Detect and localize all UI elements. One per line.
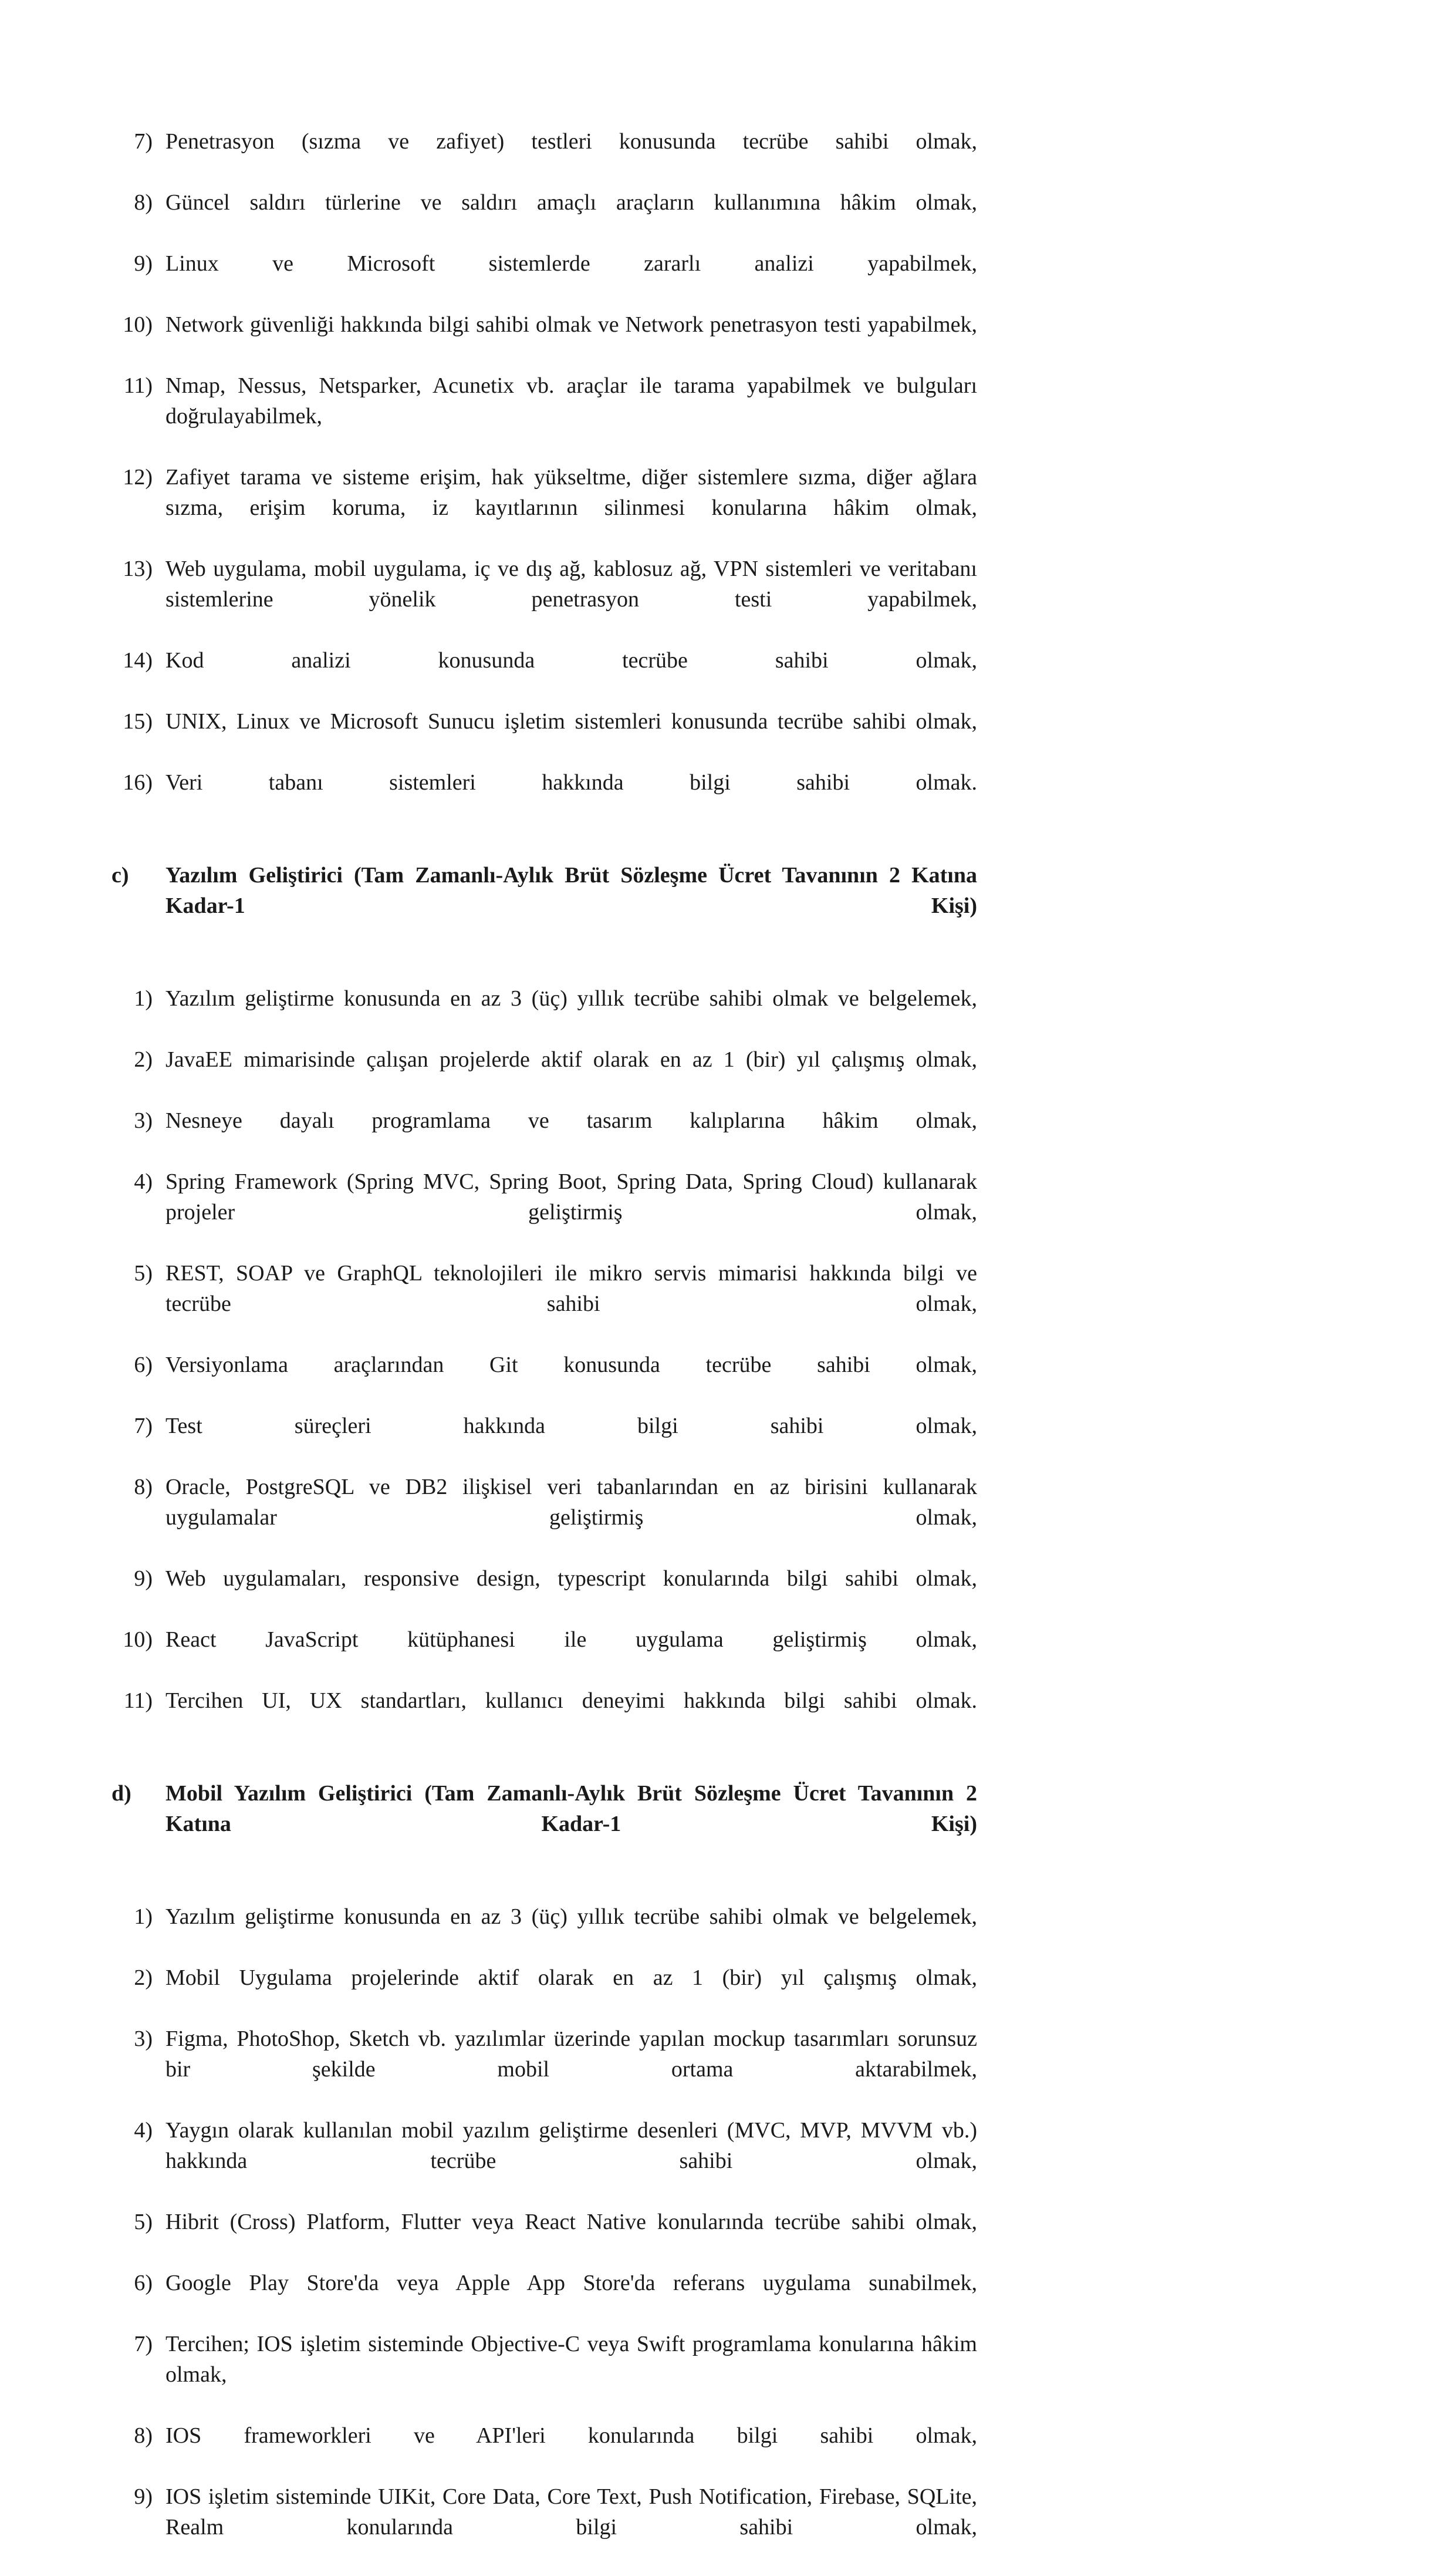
section-heading-marker: d) [112, 1781, 131, 1806]
section-spacer [112, 1746, 977, 1778]
list-item-marker: 7) [134, 2332, 153, 2356]
requirements-list [112, 126, 977, 828]
list-item-text: Yaygın olarak kullanılan mobil yazılım geliştirme desenleri (MVC, MVP, MVVM vb.) hakkında tecrübe sahibi olmak, [165, 2118, 977, 2173]
list-item [112, 2024, 977, 2115]
list-item [112, 248, 977, 309]
list-item [112, 309, 977, 370]
section-spacer [112, 1870, 977, 1901]
list-item-marker: 7) [134, 129, 153, 154]
list-item-text: Network güvenliği hakkında bilgi sahibi olmak ve Network penetrasyon testi yapabilmek, [165, 312, 977, 337]
document-content [112, 126, 977, 2573]
list-item-text: Yazılım geliştirme konusunda en az 3 (üç) yıllık tecrübe sahibi olmak ve belgelemek, [165, 986, 977, 1011]
list-item-text: Versiyonlama araçlarından Git konusunda tecrübe sahibi olmak, [165, 1353, 977, 1377]
list-item [112, 1166, 977, 1258]
list-item-marker: 8) [134, 2423, 153, 2448]
list-item [112, 126, 977, 187]
list-item [112, 1685, 977, 1746]
list-item-marker: 10) [123, 1627, 153, 1652]
list-item-marker: 1) [134, 986, 153, 1011]
list-item [112, 1624, 977, 1685]
list-item-text: Nesneye dayalı programlama ve tasarım kalıplarına hâkim olmak, [165, 1108, 977, 1133]
list-item [112, 2268, 977, 2329]
list-item-text: Linux ve Microsoft sistemlerde zararlı analizi yapabilmek, [165, 251, 977, 276]
section-heading-marker: c) [112, 863, 129, 888]
list-item-marker: 3) [134, 2026, 153, 2051]
list-item-marker: 9) [134, 2484, 153, 2509]
list-item [112, 1350, 977, 1411]
list-item-text: UNIX, Linux ve Microsoft Sunucu işletim sistemleri konusunda tecrübe sahibi olmak, [165, 709, 977, 734]
list-item-marker: 4) [134, 2118, 153, 2143]
list-item [112, 1105, 977, 1166]
list-item [112, 1563, 977, 1624]
list-item-text: REST, SOAP ve GraphQL teknolojileri ile mikro servis mimarisi hakkında bilgi ve tecrübe sahibi olmak, [165, 1261, 977, 1316]
list-item [112, 554, 977, 645]
list-item-text: Tercihen; IOS işletim sisteminde Objective-C veya Swift programlama konularına hâkim olmak, [165, 2332, 977, 2387]
list-item-text: React JavaScript kütüphanesi ile uygulama geliştirmiş olmak, [165, 1627, 977, 1652]
list-item-marker: 10) [123, 312, 153, 337]
list-item-text: Mobil Uygulama projelerinde aktif olarak en az 1 (bir) yıl çalışmış olmak, [165, 1965, 977, 1990]
list-item-text: Tercihen UI, UX standartları, kullanıcı deneyimi hakkında bilgi sahibi olmak. [165, 1688, 977, 1713]
list-item-marker: 9) [134, 251, 153, 276]
list-item-marker: 5) [134, 2210, 153, 2234]
list-item-text: IOS işletim sisteminde UIKit, Core Data, Core Text, Push Notification, Firebase, SQLite, Realm konularında bilgi sahibi olmak, [165, 2484, 977, 2540]
list-item [112, 187, 977, 248]
requirements-list [112, 1901, 977, 2573]
section-spacer [112, 828, 977, 860]
list-item-text: Güncel saldırı türlerine ve saldırı amaçlı araçların kullanımına hâkim olmak, [165, 190, 977, 215]
list-item-text: Spring Framework (Spring MVC, Spring Boot, Spring Data, Spring Cloud) kullanarak projeler geliştirmiş olmak, [165, 1169, 977, 1225]
list-item-marker: 6) [134, 1353, 153, 1377]
list-item-text: IOS frameworkleri ve API'leri konularında bilgi sahibi olmak, [165, 2423, 977, 2448]
list-item-marker: 15) [123, 709, 153, 734]
list-item [112, 2481, 977, 2573]
list-item-text: Veri tabanı sistemleri hakkında bilgi sahibi olmak. [165, 770, 977, 795]
list-item-marker: 11) [123, 1688, 153, 1713]
list-item [112, 767, 977, 828]
list-item-text: JavaEE mimarisinde çalışan projelerde aktif olarak en az 1 (bir) yıl çalışmış olmak, [165, 1047, 977, 1072]
requirements-list [112, 983, 977, 1746]
list-item [112, 2420, 977, 2481]
section-heading-text: Yazılım Geliştirici (Tam Zamanlı-Aylık Brüt Sözleşme Ücret Tavanının 2 Katına Kadar-1 Kişi) [165, 863, 977, 918]
list-item-text: Kod analizi konusunda tecrübe sahibi olmak, [165, 648, 977, 673]
list-item-marker: 4) [134, 1169, 153, 1194]
section-heading-text: Mobil Yazılım Geliştirici (Tam Zamanlı-Aylık Brüt Sözleşme Ücret Tavanının 2 Katına Kadar-1 Kişi) [165, 1781, 977, 1836]
list-item-marker: 11) [123, 373, 153, 398]
list-item-text: Yazılım geliştirme konusunda en az 3 (üç) yıllık tecrübe sahibi olmak ve belgelemek, [165, 1904, 977, 1929]
list-item [112, 462, 977, 554]
list-item-marker: 14) [123, 648, 153, 673]
list-item [112, 370, 977, 462]
section-heading [112, 860, 977, 952]
list-item [112, 1258, 977, 1350]
section-spacer [112, 952, 977, 983]
list-item-marker: 9) [134, 1566, 153, 1591]
list-item-marker: 2) [134, 1965, 153, 1990]
list-item [112, 2207, 977, 2268]
list-item [112, 983, 977, 1044]
list-item-marker: 2) [134, 1047, 153, 1072]
list-item-text: Web uygulamaları, responsive design, typescript konularında bilgi sahibi olmak, [165, 1566, 977, 1591]
list-item-marker: 1) [134, 1904, 153, 1929]
list-item-text: Hibrit (Cross) Platform, Flutter veya React Native konularında tecrübe sahibi olmak, [165, 2210, 977, 2234]
list-item-marker: 8) [134, 1475, 153, 1499]
list-item-text: Nmap, Nessus, Netsparker, Acunetix vb. araçlar ile tarama yapabilmek ve bulguları doğrulayabilmek, [165, 373, 977, 429]
list-item-marker: 12) [123, 465, 153, 490]
list-item [112, 1044, 977, 1105]
list-item-marker: 3) [134, 1108, 153, 1133]
list-item-text: Zafiyet tarama ve sisteme erişim, hak yükseltme, diğer sistemlere sızma, diğer ağlara sızma, erişim koruma, iz kayıtlarının silinmesi konularına hâkim olmak, [165, 465, 977, 520]
list-item-marker: 13) [123, 557, 153, 581]
list-item [112, 1962, 977, 2024]
list-item-marker: 7) [134, 1414, 153, 1438]
section-heading [112, 1778, 977, 1870]
list-item [112, 706, 977, 767]
list-item-marker: 16) [123, 770, 153, 795]
list-item-marker: 8) [134, 190, 153, 215]
list-item-text: Google Play Store'da veya Apple App Store'da referans uygulama sunabilmek, [165, 2271, 977, 2295]
list-item-marker: 5) [134, 1261, 153, 1286]
list-item [112, 1472, 977, 1563]
list-item [112, 2329, 977, 2420]
list-item [112, 645, 977, 706]
list-item-marker: 6) [134, 2271, 153, 2295]
list-item-text: Figma, PhotoShop, Sketch vb. yazılımlar üzerinde yapılan mockup tasarımları sorunsuz bir şekilde mobil ortama aktarabilmek, [165, 2026, 977, 2082]
list-item-text: Web uygulama, mobil uygulama, iç ve dış ağ, kablosuz ağ, VPN sistemleri ve veritabanı sistemlerine yönelik penetrasyon testi yapabilmek, [165, 557, 977, 612]
list-item-text: Test süreçleri hakkında bilgi sahibi olmak, [165, 1414, 977, 1438]
list-item [112, 1411, 977, 1472]
list-item-text: Penetrasyon (sızma ve zafiyet) testleri konusunda tecrübe sahibi olmak, [165, 129, 977, 154]
list-item [112, 1901, 977, 1962]
list-item-text: Oracle, PostgreSQL ve DB2 ilişkisel veri tabanlarından en az birisini kullanarak uygulamalar geliştirmiş olmak, [165, 1475, 977, 1530]
list-item [112, 2115, 977, 2207]
